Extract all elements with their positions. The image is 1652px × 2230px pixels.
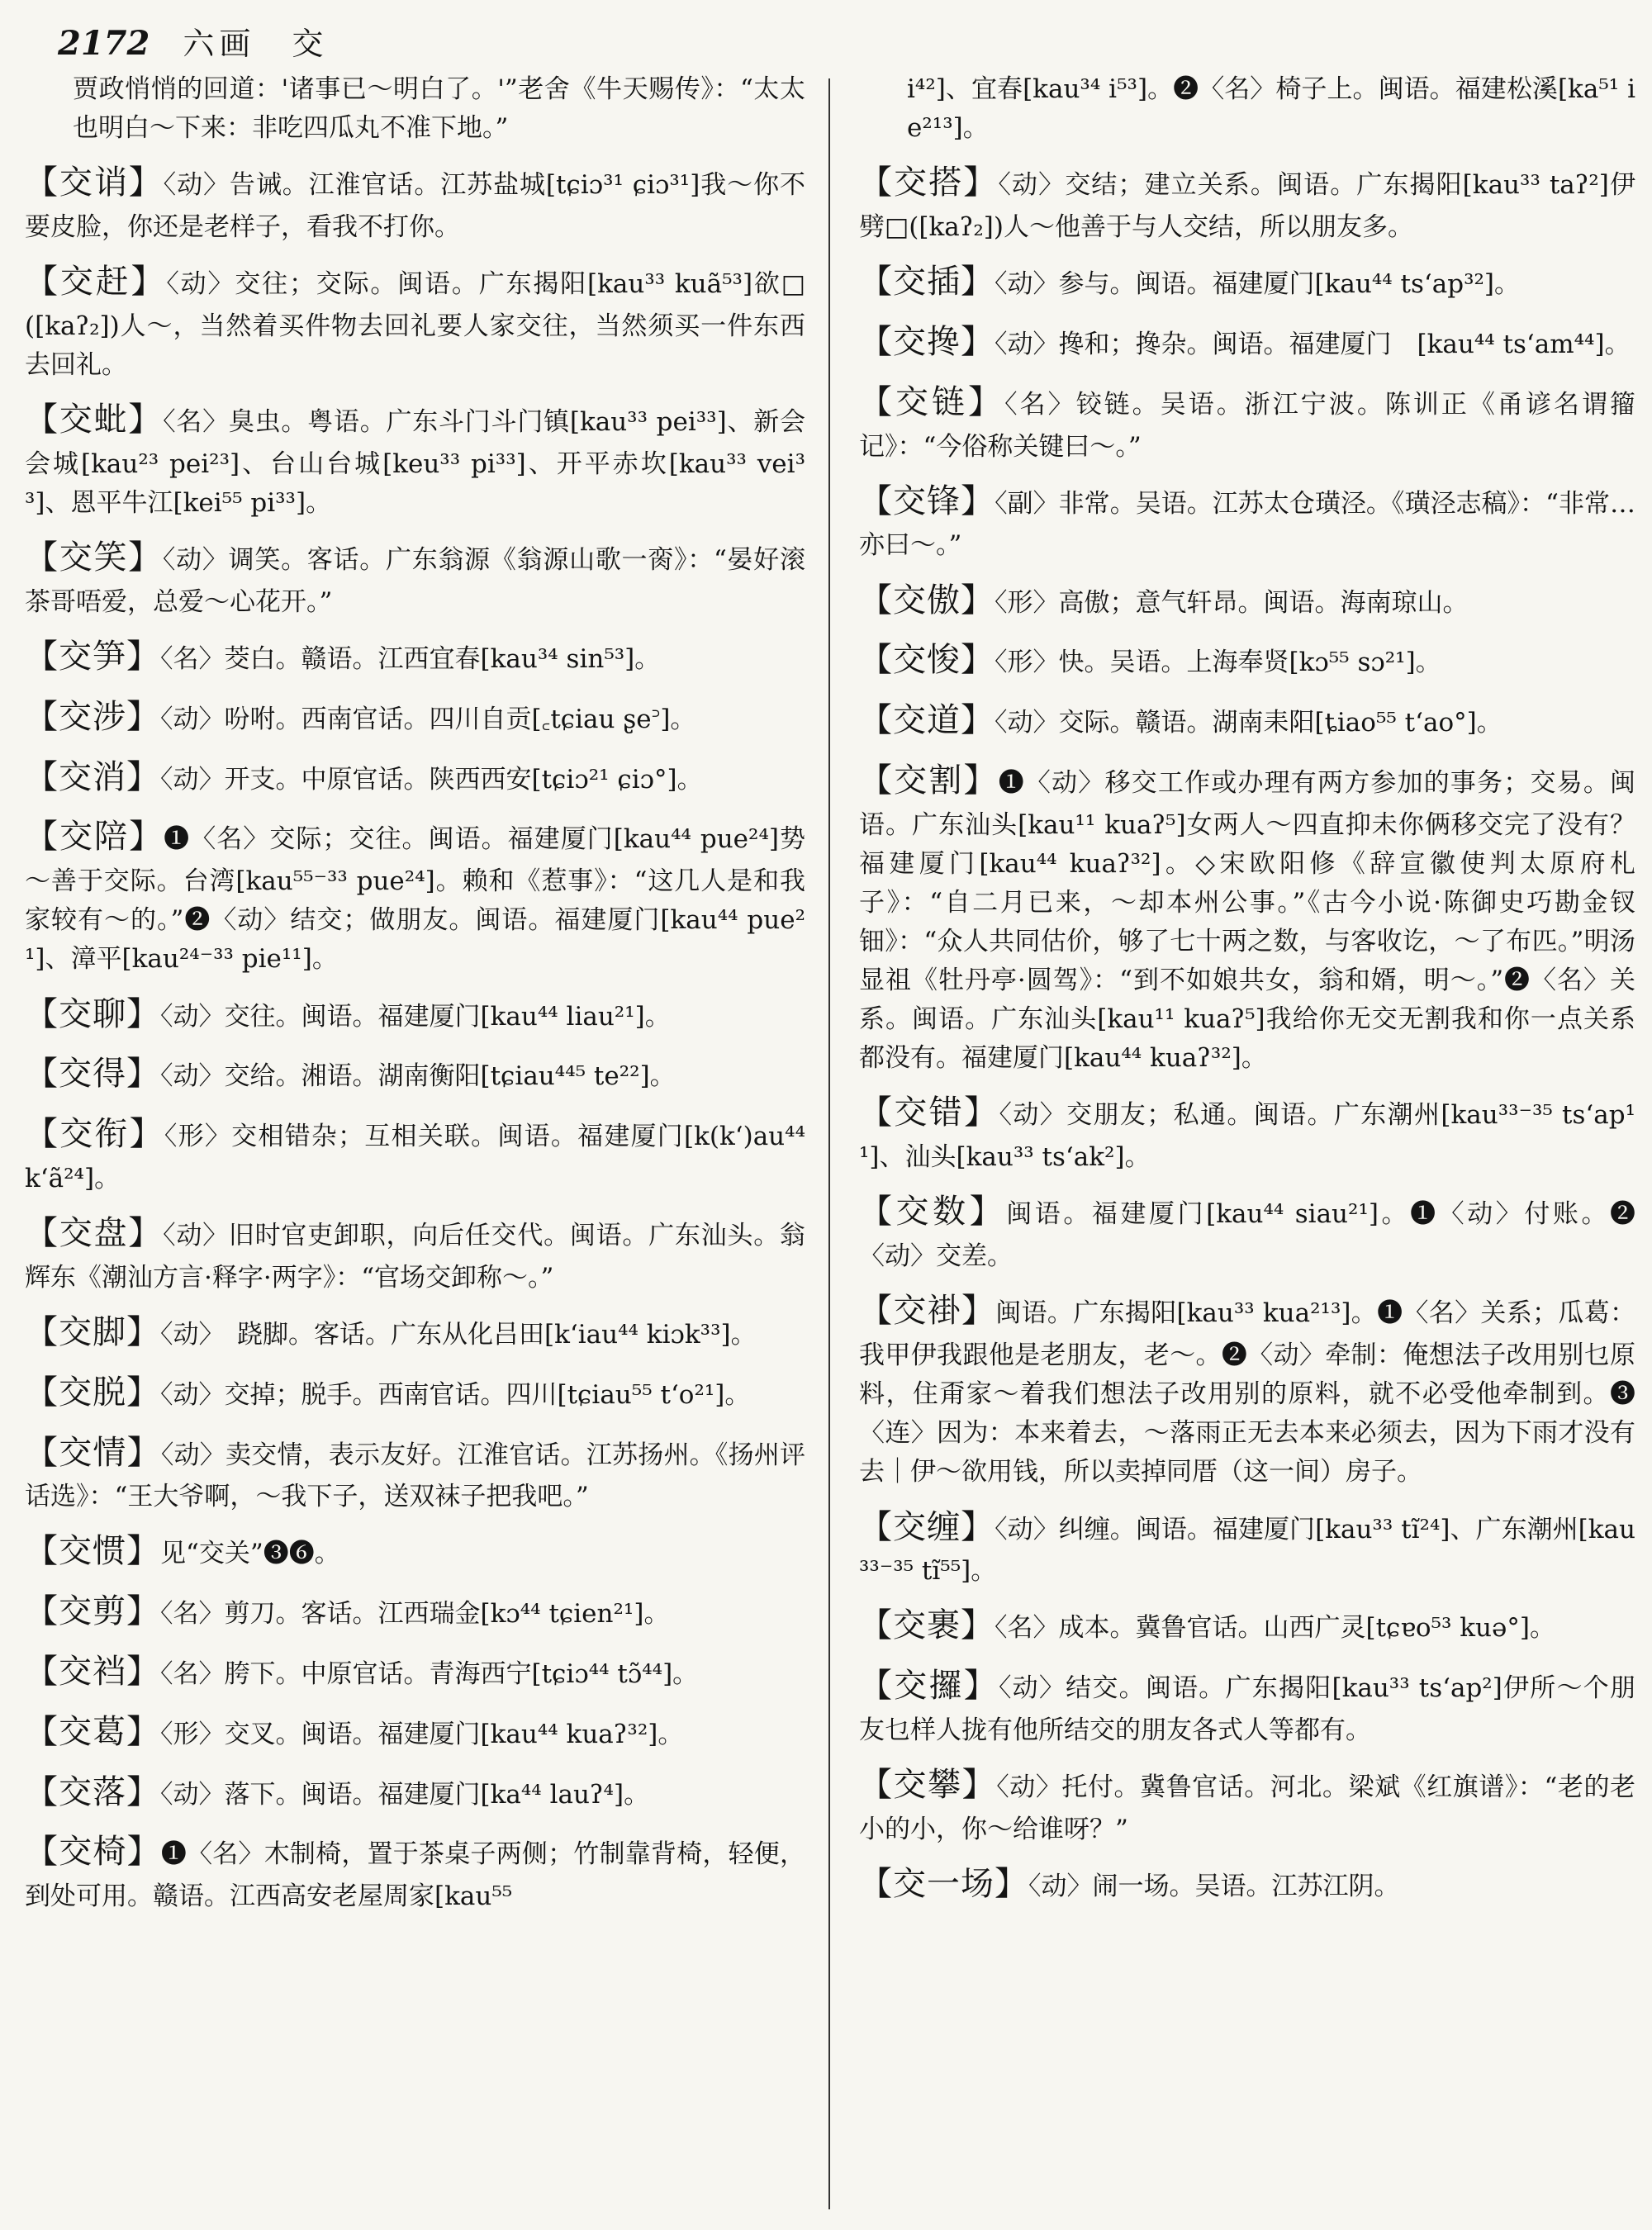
dictionary-entry (25, 395, 805, 523)
entry-headword: 【交葛】 (25, 1712, 160, 1751)
dictionary-entry (25, 752, 805, 803)
entry-headword: 【交诮】 (25, 164, 164, 202)
dictionary-entry (25, 1767, 805, 1818)
dictionary-entry (25, 1526, 805, 1577)
column-divider (828, 78, 830, 2209)
dictionary-entry (25, 812, 805, 979)
dictionary-entry (859, 257, 1635, 307)
entry-definition: 〈动〉开支。中原官话。陕西西安[tɕiɔ²¹ ɕiɔ°]。 (160, 764, 703, 795)
right-column (859, 70, 1635, 2201)
entry-definition: 〈动〉落下。闽语。福建厦门[ka⁴⁴ lauʔ⁴]。 (160, 1779, 650, 1810)
entry-headword: 【交搀】 (859, 322, 995, 361)
dictionary-entry (859, 1859, 1635, 1910)
entry-definition: 〈动〉结交。闽语。广东揭阳[kau³³ ts‘ap²]伊所～个朋友乜样人拢有他所结交的朋友各式人等都有。 (859, 1673, 1635, 1746)
entry-headword: 【交道】 (859, 701, 995, 740)
entry-headword: 【交攀】 (859, 1766, 997, 1805)
entry-definition: 〈动〉交掉；脱手。西南官话。四川[tɕiau⁵⁵ t‘o²¹]。 (160, 1379, 751, 1410)
entry-definition: 〈动〉卖交情，表示友好。江淮官话。江苏扬州。《扬州评话选》：“王大爷啊，～我下子，送双袜子把我吧。” (25, 1440, 805, 1512)
entry-definition: i⁴²]、宜春[kau³⁴ i⁵³]。❷〈名〉椅子上。闽语。福建松溪[ka⁵¹ ie²¹³]。 (907, 74, 1635, 144)
entry-headword: 【交错】 (859, 1094, 999, 1132)
entry-headword: 【交笑】 (25, 539, 163, 577)
entry-definition: ❶〈名〉交际；交往。闽语。福建厦门[kau⁴⁴ pue²⁴]势～善于交际。台湾[kau⁵⁵⁻³³ pue²⁴]。赖和《惹事》：“这几人是和我家较有～的。”❷〈动〉结交；做朋友。闽语。福建厦门[kau⁴⁴ pue²¹]、漳平[kau²⁴⁻³³ pie¹¹]。 (25, 824, 806, 975)
entry-headword: 【交剪】 (25, 1592, 160, 1631)
entry-headword: 【交缠】 (859, 1507, 995, 1546)
entry-definition: 〈名〉臭虫。粤语。广东斗门斗门镇[kau³³ pei³³]、新会会城[kau²³ pei²³]、台山台城[keu³³ pi³³]、开平赤坎[kau³³ vei³³]、恩平牛江[kei⁵⁵ pi³³]。 (25, 407, 806, 519)
dictionary-entry (859, 635, 1635, 686)
entry-headword: 【交陪】 (25, 818, 164, 856)
entry-definition: 〈形〉交相错杂；互相关联。闽语。福建厦门[k(k‘)au⁴⁴ k‘ã²⁴]。 (25, 1122, 805, 1193)
entry-headword: 【交赶】 (25, 263, 167, 301)
entry-headword: 【交蚍】 (25, 401, 164, 439)
entry-definition: 〈动〉托付。冀鲁官话。河北。梁斌《红旗谱》：“老的老小的小，你～给谁呀？” (859, 1772, 1635, 1844)
entry-headword: 【交涉】 (25, 697, 160, 736)
entry-headword: 【交攞】 (859, 1667, 999, 1706)
entry-headword: 【交悛】 (859, 641, 995, 680)
dictionary-entry (859, 1760, 1635, 1849)
entry-definition: 〈动〉交结；建立关系。闽语。广东揭阳[kau³³ taʔ²]伊劈□([kaʔ₂])人～他善于与人交结，所以朋友多。 (859, 170, 1635, 243)
entry-headword: 【交脱】 (25, 1373, 160, 1412)
entry-definition: 见“交关”❸❻。 (160, 1539, 340, 1569)
entry-definition: 〈动〉旧时官吏卸职，向后任交代。闽语。广东汕头。翁辉东《潮汕方言·释字·两字》：“官场交卸称～。” (25, 1221, 806, 1293)
dictionary-entry (859, 1187, 1635, 1276)
entry-definition: 〈动〉交给。湘语。湖南衡阳[tɕiau⁴⁴⁵ te²²]。 (160, 1061, 676, 1092)
entry-headword: 【交褂】 (859, 1292, 996, 1331)
dictionary-entry (859, 1502, 1635, 1592)
entry-headword: 【交椅】 (25, 1833, 161, 1872)
dictionary-entry (859, 1286, 1635, 1492)
entry-headword: 【交一场】 (859, 1865, 1028, 1904)
entry-headword: 【交盘】 (25, 1214, 164, 1253)
section-heading: 六画 交 (183, 26, 329, 62)
entry-definition: 〈动〉交朋友；私通。闽语。广东潮州[kau³³⁻³⁵ ts‘ap¹¹]、汕头[kau³³ ts‘ak²]。 (859, 1100, 1636, 1173)
entry-definition: 〈动〉交往；交际。闽语。广东揭阳[kau³³ kuã⁵³]欲□([kaʔ₂])人～，当然着买件物去回礼要人家交往，当然须买一件东西去回礼。 (25, 269, 805, 381)
entry-definition: 〈动〉参与。闽语。福建厦门[kau⁴⁴ ts‘ap³²]。 (995, 269, 1521, 300)
entry-definition: ❶〈名〉木制椅，置于茶桌子两侧；竹制靠背椅，轻便，到处可用。赣语。江西高安老屋周家[kau⁵⁵ (25, 1839, 805, 1912)
entry-definition: 〈动〉闹一场。吴语。江苏江阴。 (1028, 1872, 1400, 1902)
dictionary-entry (25, 692, 805, 743)
entry-definition: 〈动〉调笑。客话。广东翁源《翁源山歌一脔》：“晏好滚茶哥唔爱，总爱～心花开。” (25, 545, 805, 617)
entry-definition: 〈形〉高傲；意气轩昂。闽语。海南琼山。 (995, 587, 1469, 618)
entry-definition: 〈动〉交往。闽语。福建厦门[kau⁴⁴ liau²¹]。 (160, 1001, 671, 1032)
entry-headword: 【交落】 (25, 1772, 160, 1811)
dictionary-entry (25, 257, 805, 385)
entry-definition: 〈名〉剪刀。客话。江西瑞金[kɔ⁴⁴ tɕien²¹]。 (160, 1599, 670, 1630)
entry-headword: 【交裹】 (859, 1606, 995, 1645)
dictionary-entry (859, 576, 1635, 626)
entry-headword: 【交裆】 (25, 1653, 160, 1691)
entry-definition: 闽语。福建厦门[kau⁴⁴ siau²¹]。❶〈动〉付账。❷〈动〉交差。 (859, 1199, 1636, 1272)
dictionary-entry (859, 317, 1635, 368)
dictionary-entry (859, 1088, 1635, 1177)
dictionary-entry (25, 989, 805, 1040)
entry-headword: 【交笋】 (25, 638, 160, 676)
entry-definition: 〈副〉非常。吴语。江苏太仓璜泾。《璜泾志稿》：“非常…亦曰～。” (859, 488, 1635, 561)
entry-definition: 〈动〉 跷脚。客话。广东从化吕田[k‘iau⁴⁴ kiɔk³³]。 (160, 1319, 757, 1350)
dictionary-entry (25, 1827, 805, 1916)
entry-headword: 【交链】 (859, 382, 1005, 421)
entry-headword: 【交插】 (859, 263, 995, 301)
dictionary-entry (25, 1428, 805, 1517)
entry-headword: 【交锋】 (859, 482, 995, 520)
dictionary-entry (859, 158, 1635, 247)
entry-continuation (25, 70, 805, 148)
dictionary-entry (859, 477, 1635, 566)
dictionary-entry (859, 756, 1635, 1079)
dictionary-entry (859, 1601, 1635, 1651)
entry-headword: 【交情】 (25, 1433, 161, 1472)
entry-headword: 【交数】 (859, 1193, 1007, 1231)
entry-definition: 〈动〉搀和；搀杂。闽语。福建厦门 [kau⁴⁴ ts‘am⁴⁴]。 (995, 329, 1631, 359)
page-number: 2172 (58, 24, 150, 63)
dictionary-entry (25, 533, 805, 622)
dictionary-entry (859, 695, 1635, 746)
entry-definition: 〈名〉茭白。赣语。江西宜春[kau³⁴ sin⁵³]。 (160, 644, 661, 675)
entry-definition: 〈动〉交际。赣语。湖南耒阳[ȶiao⁵⁵ t‘ao°]。 (995, 708, 1502, 738)
dictionary-entry (25, 1587, 805, 1637)
dictionary-entry (25, 1647, 805, 1697)
dictionary-entry (25, 1307, 805, 1358)
entry-headword: 【交惯】 (25, 1532, 160, 1571)
entry-definition: 〈形〉快。吴语。上海奉贤[kɔ⁵⁵ sɔ²¹]。 (995, 648, 1441, 678)
entry-definition: 〈形〉交叉。闽语。福建厦门[kau⁴⁴ kuaʔ³²]。 (160, 1719, 684, 1749)
entry-definition: 〈名〉胯下。中原官话。青海西宁[tɕiɔ⁴⁴ tɔ̃⁴⁴]。 (160, 1659, 699, 1690)
entry-headword: 【交聊】 (25, 994, 160, 1033)
dictionary-entry (859, 1661, 1635, 1750)
dictionary-entry (25, 632, 805, 682)
entry-definition: 〈动〉纠缠。闽语。福建厦门[kau³³ tĩ²⁴]、广东潮州[kau³³⁻³⁵ tĩ⁵⁵]。 (859, 1514, 1635, 1587)
entry-definition: 〈动〉告诫。江淮官话。江苏盐城[tɕiɔ³¹ ɕiɔ³¹]我～你不要皮脸，你还是老样子，看我不打你。 (25, 170, 806, 243)
dictionary-entry (25, 158, 805, 247)
entry-definition: ❶〈动〉移交工作或办理有两方参加的事务；交易。闽语。广东汕头[kau¹¹ kuaʔ⁵]女两人～四直抑未你俩移交完了没有？福建厦门[kau⁴⁴ kuaʔ³²]。◇宋欧阳修《辞宣徽使判太原府札子》：“自二月已来，～却本州公事。”《古今小说·陈御史巧勘金钗钿》：“众人共同估价，够了七十两之数，与客收讫，～了布匹。”明汤显祖《牡丹亭·圆驾》：“到不如娘共女，翁和婿，明～。”❷〈名〉关系。闽语。广东汕头[kau¹¹ kuaʔ⁵]我给你无交无割我和你一点关系都没有。福建厦门[kau⁴⁴ kuaʔ³²]。 (859, 767, 1636, 1074)
dictionary-entry (25, 1707, 805, 1758)
entry-definition: 〈名〉铰链。吴语。浙江宁波。陈训正《甬谚名谓籀记》：“今俗称关键曰～。” (859, 389, 1635, 462)
dictionary-entry (25, 1049, 805, 1099)
entry-headword: 【交消】 (25, 757, 160, 796)
dictionary-entry (859, 377, 1635, 467)
dictionary-entry (25, 1208, 805, 1298)
entry-definition: 〈动〉吩咐。西南官话。四川自贡[꜀tɕiau ʂe꜄]。 (160, 704, 696, 734)
entry-definition: 闽语。广东揭阳[kau³³ kua²¹³]。❶〈名〉关系；瓜葛：我甲伊我跟他是老朋友，老～。❷〈动〉牵制：俺想法子改用别乜原料，住甭家～着我们想法子改用别的原料，就不必受他牵制到。❸〈连〉因为：本来着去，～落雨正无去本来必须去，因为下雨才没有去｜伊～欲用钱，所以卖掉同厝（这一间）房子。 (859, 1298, 1635, 1487)
dictionary-entry (25, 1368, 805, 1418)
entry-headword: 【交傲】 (859, 581, 995, 619)
dictionary-entry (25, 1109, 805, 1198)
entry-continuation (859, 70, 1635, 148)
entry-headword: 【交搭】 (859, 164, 999, 202)
entry-headword: 【交衔】 (25, 1115, 164, 1154)
entry-headword: 【交脚】 (25, 1312, 160, 1351)
entry-headword: 【交得】 (25, 1055, 160, 1094)
entry-definition: 贾政悄悄的回道：'诸事已～明白了。'”老舍《牛天赐传》：“太太也明白～下来：非吃四瓜丸不准下地。” (73, 74, 805, 144)
page-header (58, 18, 328, 68)
left-column (25, 70, 805, 2201)
entry-definition: 〈名〉成本。冀鲁官话。山西广灵[tɕɐo⁵³ kuə°]。 (995, 1613, 1555, 1644)
entry-headword: 【交割】 (859, 761, 999, 799)
